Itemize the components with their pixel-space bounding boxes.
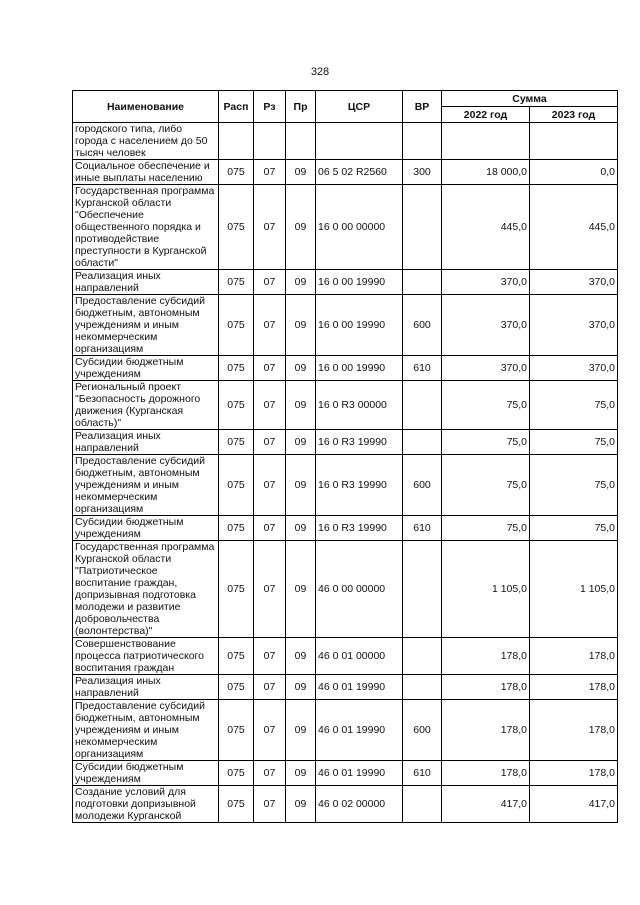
table-row	[73, 430, 618, 455]
row-vr: 600	[403, 455, 442, 516]
row-vr	[403, 381, 442, 430]
table-row	[73, 381, 618, 430]
row-rasp: 075	[219, 160, 254, 185]
row-rasp: 075	[219, 185, 254, 270]
row-name: Социальное обеспечение и иные выплаты населению	[73, 160, 219, 185]
row-pr: 09	[286, 356, 316, 381]
row-rz: 07	[254, 541, 286, 638]
row-pr: 09	[286, 160, 316, 185]
row-csr: 16 0 00 19990	[316, 270, 403, 295]
row-rasp: 075	[219, 455, 254, 516]
row-sum-2023: 370,0	[530, 270, 618, 295]
row-name: Реализация иных направлений	[73, 675, 219, 700]
row-csr: 16 0 R3 19990	[316, 430, 403, 455]
row-csr: 16 0 R3 00000	[316, 381, 403, 430]
row-name: Создание условий для подготовки допризывной молодежи Курганской	[73, 786, 219, 823]
row-csr: 16 0 00 00000	[316, 185, 403, 270]
table-row	[73, 455, 618, 516]
row-rasp: 075	[219, 700, 254, 761]
row-sum-2022: 370,0	[442, 295, 530, 356]
row-rz: 07	[254, 638, 286, 675]
header-row-1	[73, 91, 618, 107]
header-vr: ВР	[403, 91, 442, 123]
row-pr: 09	[286, 430, 316, 455]
table-row	[73, 185, 618, 270]
row-rz: 07	[254, 270, 286, 295]
row-sum-2022: 370,0	[442, 270, 530, 295]
row-sum-2022: 18 000,0	[442, 160, 530, 185]
row-rz: 07	[254, 430, 286, 455]
row-pr: 09	[286, 381, 316, 430]
row-rz	[254, 123, 286, 160]
row-sum-2023: 75,0	[530, 430, 618, 455]
row-rz: 07	[254, 761, 286, 786]
row-name: Предоставление субсидий бюджетным, автономным учреждениям и иным некоммерческим организациям	[73, 295, 219, 356]
table-row	[73, 356, 618, 381]
row-rasp: 075	[219, 295, 254, 356]
row-vr: 610	[403, 516, 442, 541]
row-sum-2023: 178,0	[530, 638, 618, 675]
row-vr: 610	[403, 356, 442, 381]
row-sum-2022: 370,0	[442, 356, 530, 381]
header-2022: 2022 год	[442, 107, 530, 123]
row-rasp: 075	[219, 786, 254, 823]
row-rasp: 075	[219, 541, 254, 638]
row-name: Субсидии бюджетным учреждениям	[73, 761, 219, 786]
row-pr: 09	[286, 270, 316, 295]
row-sum-2023: 75,0	[530, 516, 618, 541]
row-csr: 46 0 01 19990	[316, 700, 403, 761]
row-sum-2022: 417,0	[442, 786, 530, 823]
table-row	[73, 123, 618, 160]
row-rz: 07	[254, 160, 286, 185]
table-row	[73, 160, 618, 185]
row-vr	[403, 430, 442, 455]
row-name: Региональный проект "Безопасность дорожного движения (Курганская область)"	[73, 381, 219, 430]
row-sum-2023: 178,0	[530, 675, 618, 700]
row-sum-2023	[530, 123, 618, 160]
table-row	[73, 675, 618, 700]
row-csr	[316, 123, 403, 160]
table-body	[73, 123, 618, 823]
row-vr: 600	[403, 295, 442, 356]
row-rz: 07	[254, 185, 286, 270]
row-name: Субсидии бюджетным учреждениям	[73, 356, 219, 381]
row-name: Реализация иных направлений	[73, 270, 219, 295]
row-name: Предоставление субсидий бюджетным, автономным учреждениям и иным некоммерческим организациям	[73, 700, 219, 761]
row-rasp: 075	[219, 638, 254, 675]
header-2023: 2023 год	[530, 107, 618, 123]
row-csr: 46 0 01 00000	[316, 638, 403, 675]
row-pr: 09	[286, 541, 316, 638]
row-name: Государственная программа Курганской области "Обеспечение общественного порядка и противодействие преступности в Курганской области"	[73, 185, 219, 270]
row-rasp: 075	[219, 381, 254, 430]
row-sum-2022	[442, 123, 530, 160]
row-vr	[403, 786, 442, 823]
row-rasp: 075	[219, 516, 254, 541]
row-vr	[403, 638, 442, 675]
row-rz: 07	[254, 700, 286, 761]
row-rz: 07	[254, 455, 286, 516]
row-sum-2022: 178,0	[442, 761, 530, 786]
row-sum-2022: 1 105,0	[442, 541, 530, 638]
row-vr	[403, 185, 442, 270]
row-vr: 610	[403, 761, 442, 786]
header-sum: Сумма	[442, 91, 618, 107]
row-rz: 07	[254, 516, 286, 541]
header-pr: Пр	[286, 91, 316, 123]
row-vr	[403, 541, 442, 638]
row-rasp: 075	[219, 675, 254, 700]
row-rasp: 075	[219, 761, 254, 786]
table-row	[73, 786, 618, 823]
row-sum-2023: 178,0	[530, 761, 618, 786]
table-row	[73, 700, 618, 761]
row-pr: 09	[286, 185, 316, 270]
row-sum-2022: 178,0	[442, 675, 530, 700]
row-pr: 09	[286, 295, 316, 356]
row-sum-2022: 75,0	[442, 430, 530, 455]
row-sum-2023: 417,0	[530, 786, 618, 823]
row-sum-2023: 370,0	[530, 356, 618, 381]
row-rz: 07	[254, 675, 286, 700]
row-pr: 09	[286, 455, 316, 516]
row-name: Предоставление субсидий бюджетным, автономным учреждениям и иным некоммерческим организациям	[73, 455, 219, 516]
row-vr: 300	[403, 160, 442, 185]
row-sum-2022: 75,0	[442, 381, 530, 430]
row-vr: 600	[403, 700, 442, 761]
row-sum-2023: 75,0	[530, 381, 618, 430]
row-rasp: 075	[219, 430, 254, 455]
row-sum-2023: 178,0	[530, 700, 618, 761]
row-rz: 07	[254, 786, 286, 823]
row-name: Субсидии бюджетным учреждениям	[73, 516, 219, 541]
header-csr: ЦСР	[316, 91, 403, 123]
row-vr	[403, 675, 442, 700]
table-row	[73, 295, 618, 356]
row-csr: 16 0 00 19990	[316, 356, 403, 381]
row-csr: 46 0 00 00000	[316, 541, 403, 638]
row-sum-2022: 75,0	[442, 455, 530, 516]
budget-table	[72, 90, 618, 823]
row-sum-2023: 445,0	[530, 185, 618, 270]
row-sum-2022: 445,0	[442, 185, 530, 270]
row-pr: 09	[286, 638, 316, 675]
row-sum-2023: 370,0	[530, 295, 618, 356]
row-vr	[403, 270, 442, 295]
row-sum-2022: 75,0	[442, 516, 530, 541]
table-row	[73, 541, 618, 638]
row-csr: 16 0 R3 19990	[316, 455, 403, 516]
row-pr: 09	[286, 516, 316, 541]
row-sum-2023: 1 105,0	[530, 541, 618, 638]
table-row	[73, 638, 618, 675]
header-rz: Рз	[254, 91, 286, 123]
row-vr	[403, 123, 442, 160]
row-sum-2022: 178,0	[442, 638, 530, 675]
row-rz: 07	[254, 295, 286, 356]
row-rz: 07	[254, 356, 286, 381]
row-rasp	[219, 123, 254, 160]
row-rasp: 075	[219, 270, 254, 295]
page-number: 328	[310, 66, 330, 78]
row-rasp: 075	[219, 356, 254, 381]
row-csr: 16 0 00 19990	[316, 295, 403, 356]
table-row	[73, 270, 618, 295]
table-row	[73, 761, 618, 786]
row-name: Совершенствование процесса патриотического воспитания граждан	[73, 638, 219, 675]
row-csr: 46 0 02 00000	[316, 786, 403, 823]
row-rz: 07	[254, 381, 286, 430]
row-csr: 16 0 R3 19990	[316, 516, 403, 541]
row-csr: 06 5 02 R2560	[316, 160, 403, 185]
row-pr: 09	[286, 786, 316, 823]
row-pr	[286, 123, 316, 160]
row-sum-2022: 178,0	[442, 700, 530, 761]
row-name: городского типа, либо города с населением до 50 тысяч человек	[73, 123, 219, 160]
row-pr: 09	[286, 761, 316, 786]
table-row	[73, 516, 618, 541]
row-pr: 09	[286, 675, 316, 700]
row-name: Государственная программа Курганской области "Патриотическое воспитание граждан, допризывная подготовка молодежи и развитие добровольчества (волонтерства)"	[73, 541, 219, 638]
row-sum-2023: 75,0	[530, 455, 618, 516]
row-name: Реализация иных направлений	[73, 430, 219, 455]
header-rasp: Расп	[219, 91, 254, 123]
header-name: Наименование	[73, 91, 219, 123]
row-sum-2023: 0,0	[530, 160, 618, 185]
row-csr: 46 0 01 19990	[316, 761, 403, 786]
row-pr: 09	[286, 700, 316, 761]
row-csr: 46 0 01 19990	[316, 675, 403, 700]
